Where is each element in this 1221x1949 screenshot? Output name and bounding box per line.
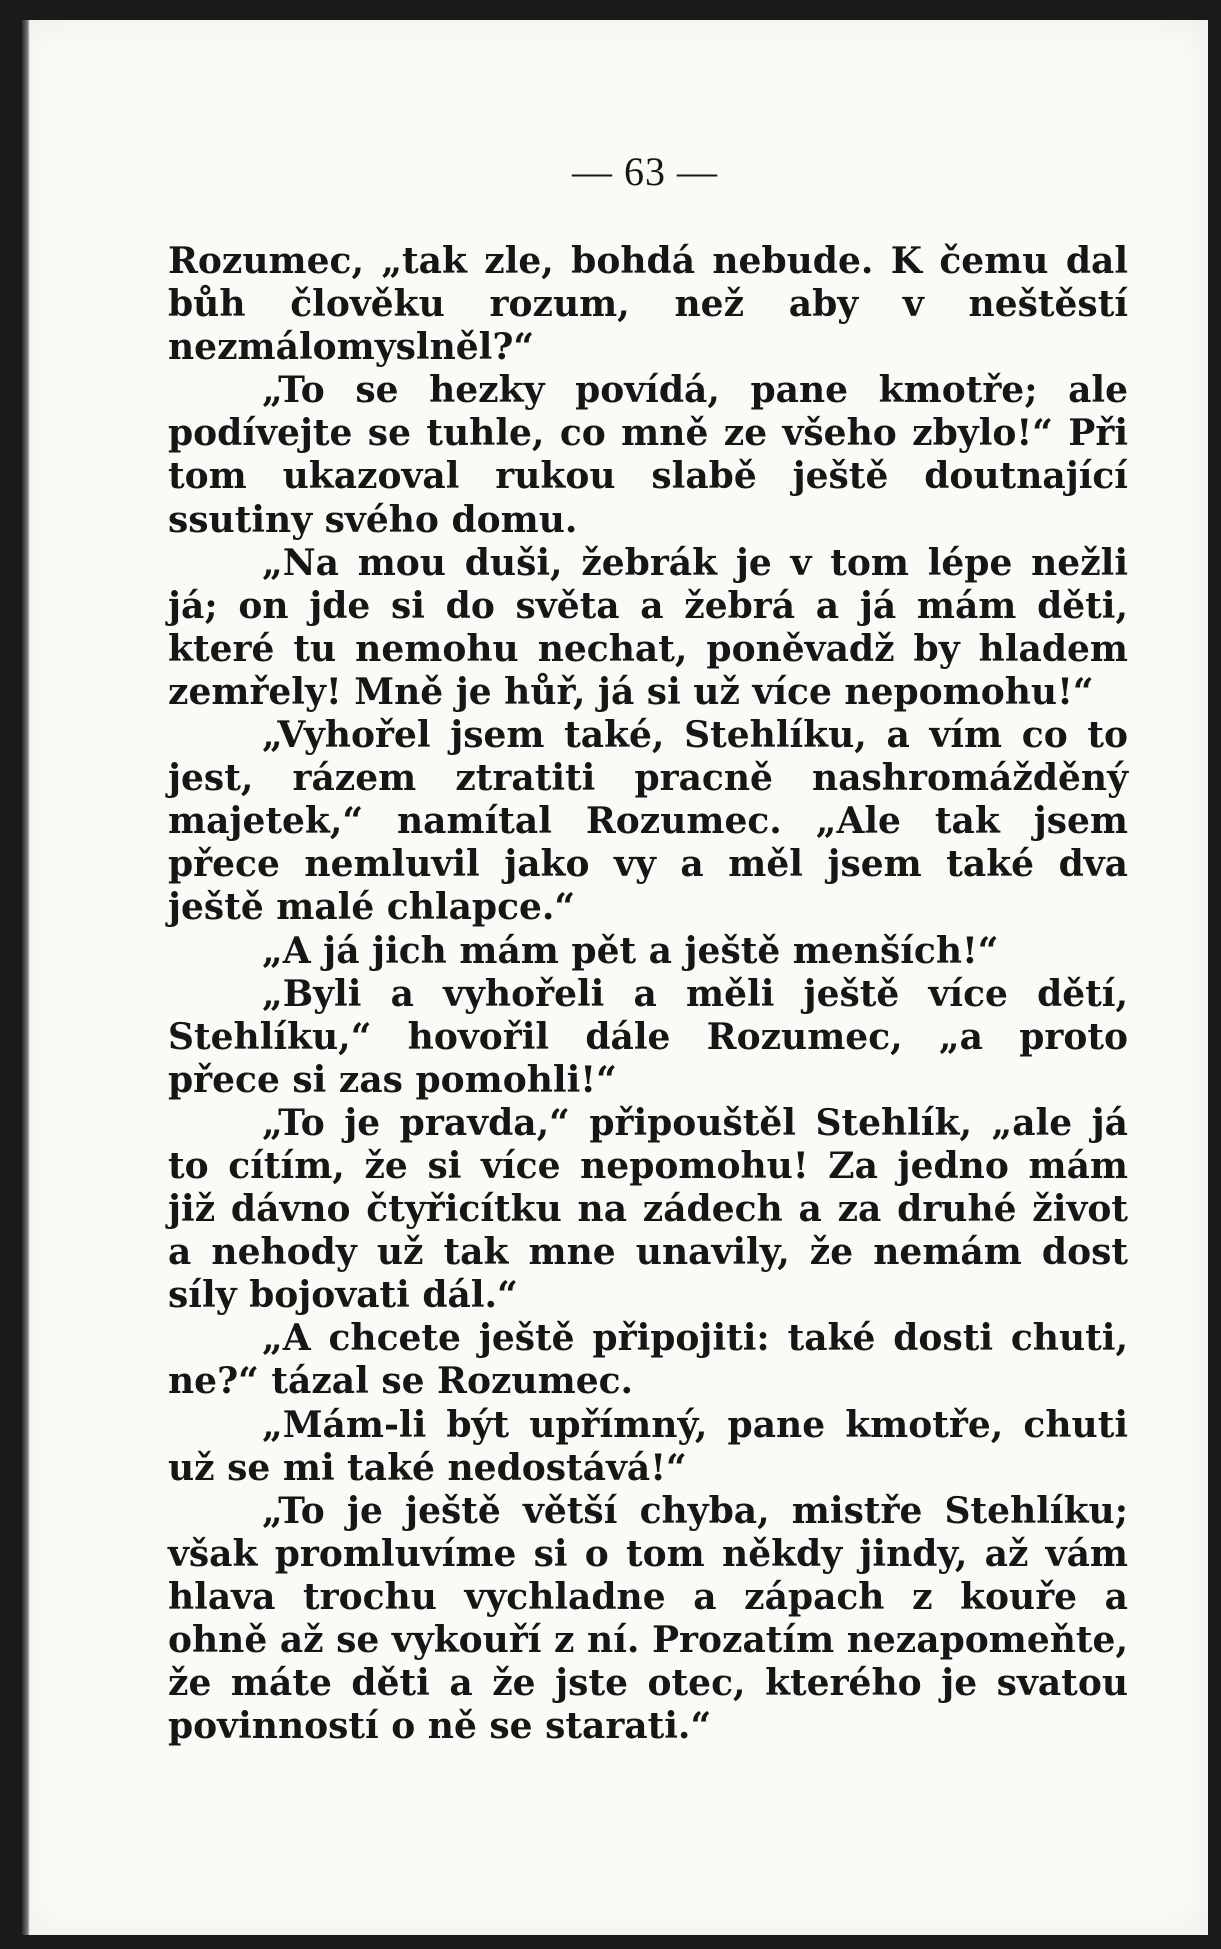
- paragraph-7: „To je pravda,“ připouštěl Stehlík, „ale já to cítím, že si více nepomohu! Za jedno mám již dávno čtyřicítku na zádech a za druhé život a nehody už tak mne unavily, že nemám dost síly bojovati dál.“: [168, 1101, 1128, 1317]
- paragraph-2: „To se hezky povídá, pane kmotře; ale podívejte se tuhle, co mně ze všeho zbylo!“ Při tom ukazoval rukou slabě ještě doutnající ssutiny svého domu.: [168, 369, 1128, 541]
- page-spine-edge: [22, 20, 30, 1935]
- paragraph-1: Rozumec, „tak zle, bohdá nebude. K čemu dal bůh člověku rozum, než aby v neštěstí nezmálomyslněl?“: [168, 240, 1128, 369]
- paragraph-9: „Mám-li být upřímný, pane kmotře, chuti už se mi také nedostává!“: [168, 1403, 1128, 1489]
- paragraph-6: „Byli a vyhořeli a měli ještě více dětí, Stehlíku,“ hovořil dále Rozumec, „a proto přece si zas pomohli!“: [168, 972, 1128, 1101]
- paragraph-10: „To je ještě větší chyba, mistře Stehlíku; však promluvíme si o tom někdy jindy, až vám hlava trochu vychladne a zápach z kouře a ohně až se vykouří z ní. Prozatím nezapomeňte, že máte děti a že jste otec, kterého je svatou povinností o ně se starati.“: [168, 1489, 1128, 1748]
- paragraph-5: „A já jich mám pět a ještě menších!“: [262, 929, 999, 972]
- paragraph-4: „Vyhořel jsem také, Stehlíku, a vím co to jest, rázem ztratiti pracně nashromážděný majetek,“ namítal Rozumec. „Ale tak jsem přece nemluvil jako vy a měl jsem také dva ještě malé chlapce.“: [168, 714, 1128, 929]
- paragraph-8: „A chcete ještě připojiti: také dosti chuti, ne?“ tázal se Rozumec.: [168, 1317, 1128, 1403]
- page-number: — 63 —: [572, 149, 718, 194]
- book-page: [22, 20, 1208, 1935]
- paragraph-3: „Na mou duši, žebrák je v tom lépe nežli já; on jde si do světa a žebrá a já mám děti, které tu nemohu nechat, poněvadž by hladem zemřely! Mně je hůř, já si už více nepomohu!“: [168, 541, 1128, 713]
- body-text: [168, 240, 1128, 1748]
